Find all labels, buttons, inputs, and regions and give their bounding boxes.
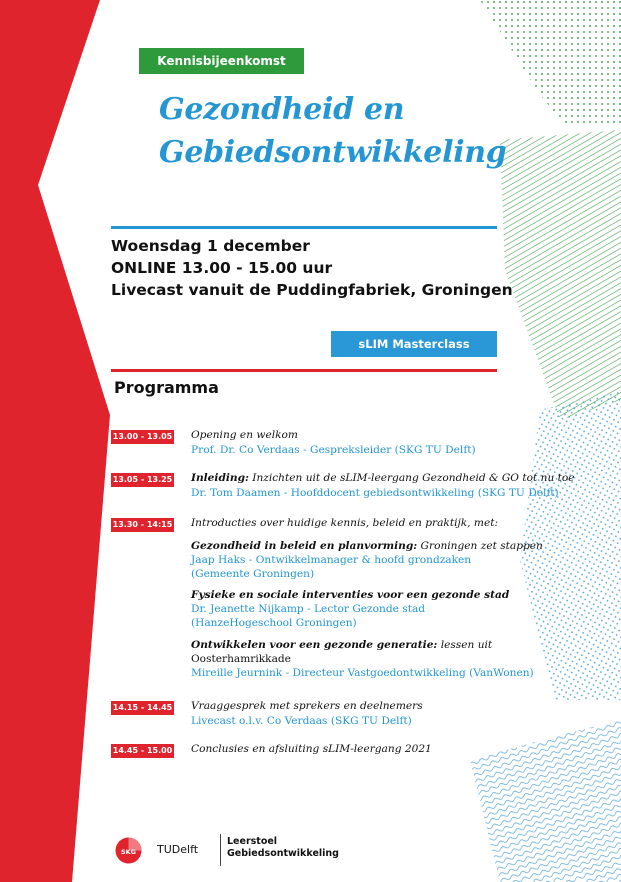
sub-item-title xyxy=(191,539,543,554)
leerstoel-line-1: Leerstoel xyxy=(227,836,278,847)
sub-item-speaker: Jaap Haks - Ontwikkelmanager & hoofd grondzaken xyxy=(191,554,472,566)
tudelft-logo xyxy=(157,837,198,862)
program-item-title-text: Vraaggesprek met sprekers en deelnemers xyxy=(191,700,423,712)
program-item-title-text: Introducties over huidige kennis, beleid en praktijk, met: xyxy=(191,517,499,529)
program-item-speaker: Dr. Tom Daamen - Hoofddocent gebiedsontwikkeling (SKG TU Delft) xyxy=(191,487,559,499)
sub-item-title xyxy=(191,588,509,603)
tudelft-logo-text: TUDelft xyxy=(157,843,199,856)
program-item-title xyxy=(191,428,298,443)
sub-item-title-bold: Fysieke en sociale interventies voor een gezonde stad xyxy=(191,589,510,601)
green-hatch-shape xyxy=(500,130,621,420)
program-item-title-text: Conclusies en afsluiting sLIM-leergang 2021 xyxy=(191,743,432,755)
sub-item-speaker-org: (HanzeHogeschool Groningen) xyxy=(191,617,357,629)
sub-item-speaker-org: (Gemeente Groningen) xyxy=(191,568,315,580)
footer-divider xyxy=(220,834,221,866)
program-item-title xyxy=(191,516,498,531)
event-time: ONLINE 13.00 - 15.00 uur xyxy=(111,259,333,277)
program-item-title-bold: Inleiding: xyxy=(191,472,249,484)
sub-item-title-line2 xyxy=(191,652,291,667)
sub-item-title-rest: lessen uit xyxy=(437,639,493,651)
blue-divider xyxy=(111,226,497,229)
sub-item-speaker: Mireille Jeurnink - Directeur Vastgoedontwikkeling (VanWonen) xyxy=(191,667,534,679)
event-details xyxy=(111,235,513,301)
time-tag: 14.15 - 14.45 xyxy=(111,701,174,715)
sub-item-title-rest: Groningen zet stappen xyxy=(417,540,543,552)
event-date: Woensdag 1 december xyxy=(111,237,310,255)
sub-item-title xyxy=(191,638,492,653)
title-line-1: Gezondheid en xyxy=(159,92,405,127)
event-location: Livecast vanuit de Puddingfabriek, Groningen xyxy=(111,281,513,299)
sub-item-speaker: Dr. Jeanette Nijkamp - Lector Gezonde stad xyxy=(191,603,426,615)
programma-heading: Programma xyxy=(114,378,219,397)
program-item-speaker: Prof. Dr. Co Verdaas - Gespreksleider (SKG TU Delft) xyxy=(191,444,476,456)
time-tag: 14.45 - 15.00 xyxy=(111,744,174,758)
sub-item-title-line2-text: Oosterhamrikkade xyxy=(191,653,291,665)
kennisbijeenkomst-badge: Kennisbijeenkomst xyxy=(139,48,304,74)
skg-logo-text: SKG xyxy=(120,848,137,856)
title-line-2: Gebiedsontwikkeling xyxy=(159,135,507,170)
time-tag: 13.00 - 13.05 xyxy=(111,430,174,444)
blue-waves-shape xyxy=(470,720,621,882)
program-item-title xyxy=(191,699,423,714)
sub-item-title-bold: Gezondheid in beleid en planvorming: xyxy=(191,540,418,552)
program-item-title xyxy=(191,471,575,486)
page-title xyxy=(159,88,506,174)
red-divider xyxy=(111,369,497,372)
masterclass-badge: sLIM Masterclass xyxy=(331,331,497,357)
program-item-speaker: Livecast o.l.v. Co Verdaas (SKG TU Delft) xyxy=(191,715,412,727)
red-left-shape xyxy=(0,0,110,882)
leerstoel-line-2: Gebiedsontwikkeling xyxy=(227,848,339,859)
program-item-title-text: Opening en welkom xyxy=(191,429,298,441)
time-tag: 13.30 - 14:15 xyxy=(111,518,174,532)
sub-item-title-bold: Ontwikkelen voor een gezonde generatie: xyxy=(191,639,438,651)
program-item-title xyxy=(191,742,432,757)
time-tag: 13.05 - 13.25 xyxy=(111,473,174,487)
leerstoel-label xyxy=(227,836,339,860)
skg-logo xyxy=(115,837,142,864)
program-item-title-rest: Inzichten uit de sLIM-leergang Gezondheid & GO tot nu toe xyxy=(248,472,575,484)
